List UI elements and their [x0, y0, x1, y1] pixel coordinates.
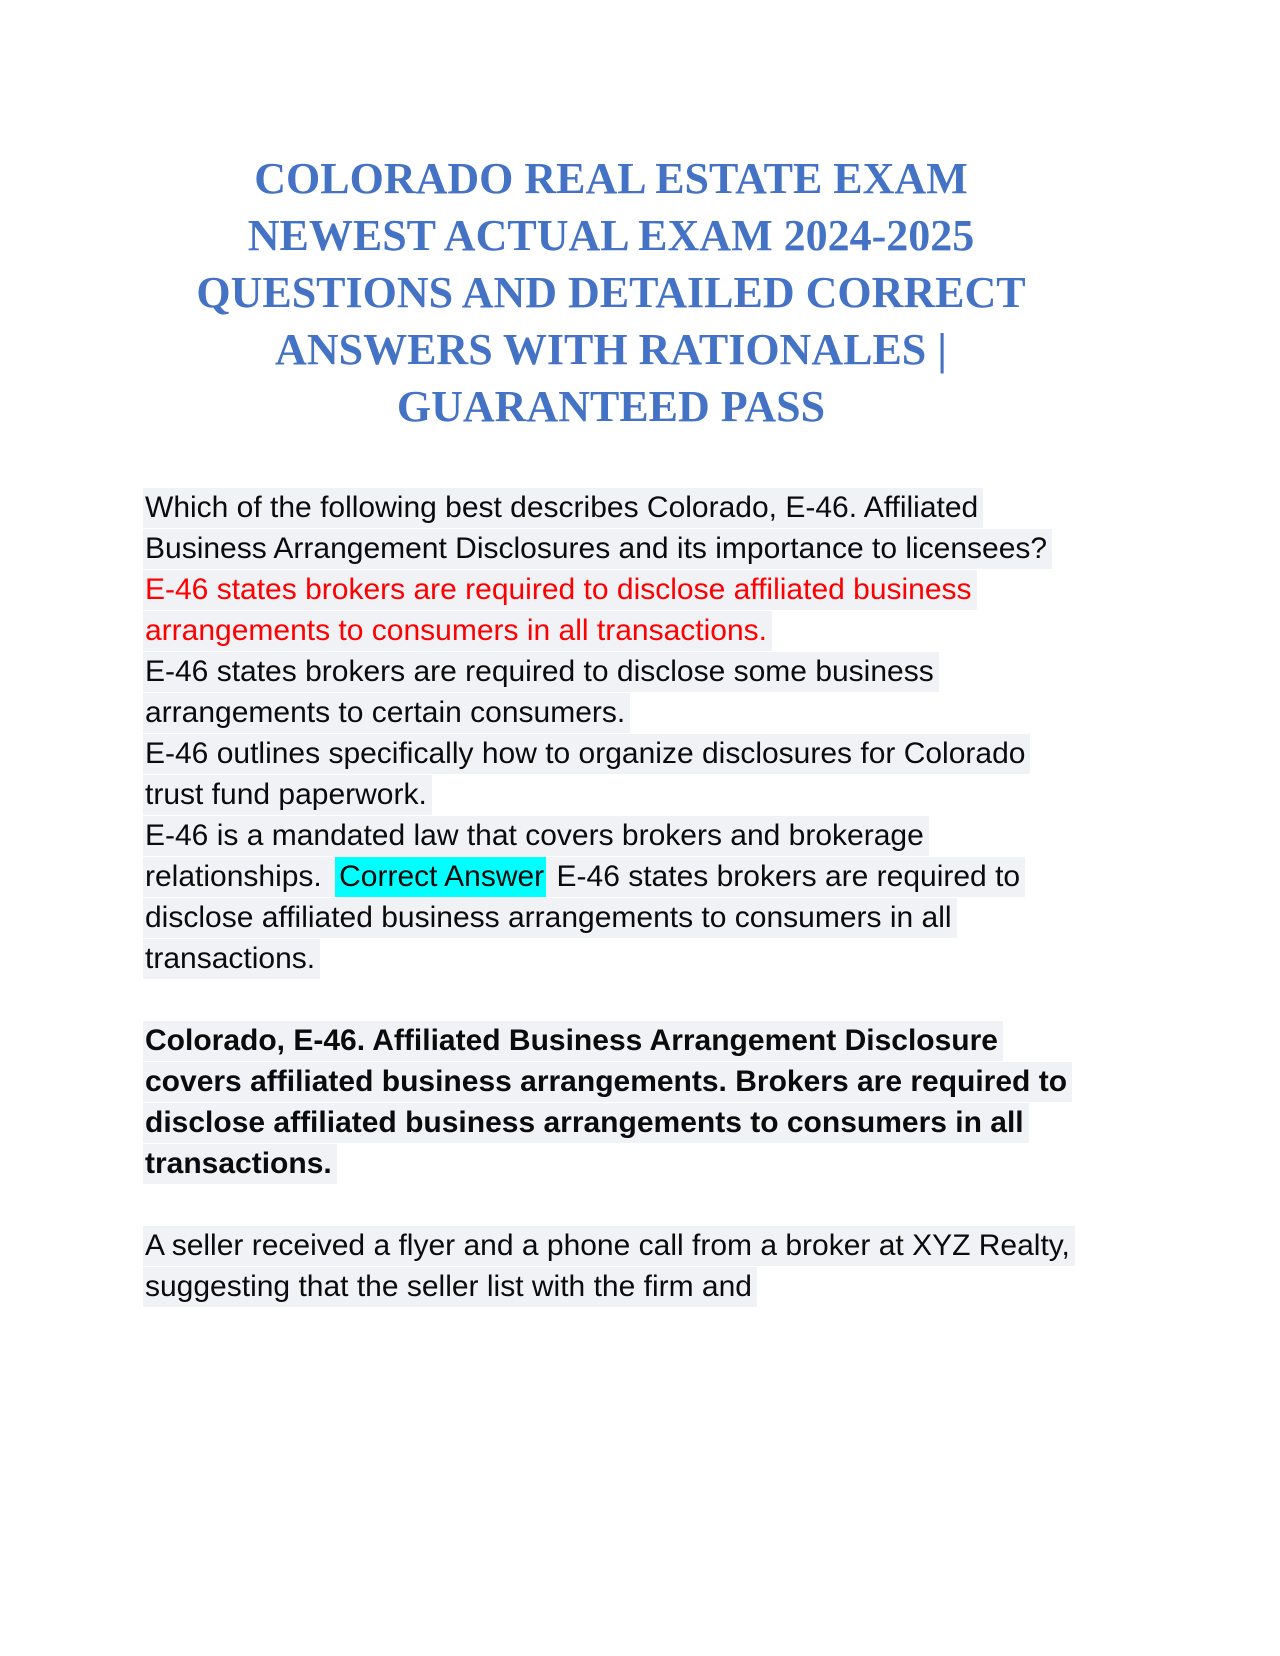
title-line-4: ANSWERS WITH RATIONALES |	[275, 325, 947, 374]
title-line-1: COLORADO REAL ESTATE EXAM	[254, 154, 968, 203]
answer-option-4-text: E-46 is a mandated law that covers brokers and brokerage relationships.	[143, 816, 929, 897]
document-title	[145, 150, 1077, 435]
title-line-3: QUESTIONS AND DETAILED CORRECT	[196, 268, 1026, 317]
title-line-5: GUARANTEED PASS	[396, 382, 826, 431]
answer-option-4-with-correct-answer	[145, 815, 1077, 979]
answer-option-red	[145, 569, 1077, 651]
answer-option-red-text: E-46 states brokers are required to disclose affiliated business arrangements to consumers in all transactions.	[143, 570, 977, 651]
rationale-text: Colorado, E-46. Affiliated Business Arrangement Disclosure covers affiliated business arrangements. Brokers are required to disclose affiliated business arrangements to consumers in all transactions.	[143, 1021, 1072, 1184]
page-content	[145, 150, 1077, 1307]
answer-option-2	[145, 651, 1077, 733]
rationale-paragraph	[145, 1020, 1077, 1184]
answer-option-3	[145, 733, 1077, 815]
title-line-2: NEWEST ACTUAL EXAM 2024-2025	[247, 211, 975, 260]
question-text: Which of the following best describes Colorado, E-46. Affiliated Business Arrangement Disclosures and its importance to licensees?	[143, 488, 1052, 569]
question-paragraph	[145, 487, 1077, 569]
correct-answer-text: E-46 states brokers are required to disclose affiliated business arrangements to consumers in all transactions.	[143, 857, 1025, 979]
body-text	[145, 487, 1077, 1307]
answer-option-3-text: E-46 outlines specifically how to organize disclosures for Colorado trust fund paperwork.	[143, 734, 1030, 815]
correct-answer-badge: Correct Answer	[335, 857, 548, 897]
next-question-text: A seller received a flyer and a phone call from a broker at XYZ Realty, suggesting that the seller list with the firm and	[143, 1226, 1075, 1307]
answer-option-2-text: E-46 states brokers are required to disclose some business arrangements to certain consumers.	[143, 652, 939, 733]
next-question-paragraph	[145, 1225, 1077, 1307]
